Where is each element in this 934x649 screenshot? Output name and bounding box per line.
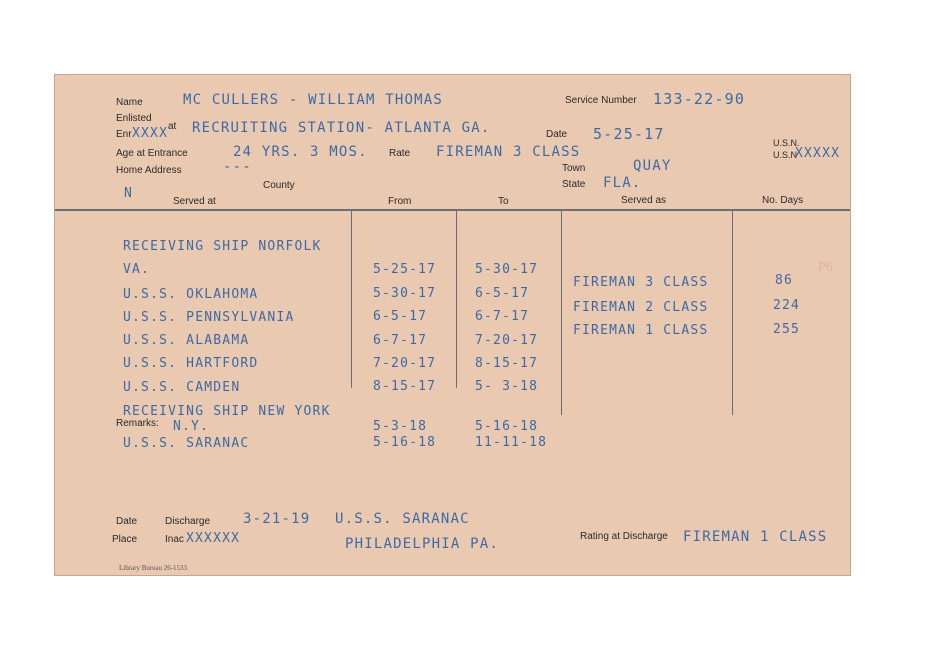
service-row-place: U.S.S. CAMDEN [123, 380, 241, 395]
served-as-days: 224 [773, 298, 801, 313]
enrolled-overstrike: XXXX [132, 126, 169, 141]
age-label: Age at Entrance [116, 148, 188, 159]
served-as-rating: FIREMAN 2 CLASS [573, 300, 709, 315]
service-row-to: 7-20-17 [475, 333, 539, 348]
state-value: FLA. [603, 175, 642, 191]
usnrf-label: U.S.N [773, 150, 798, 160]
discharge-place: PHILADELPHIA PA. [345, 536, 500, 552]
service-number-value: 133-22-90 [653, 90, 746, 108]
county-label: County [263, 180, 295, 191]
place-label: Place [112, 534, 138, 545]
service-row-from: 6-5-17 [373, 309, 428, 324]
days-column-divider [732, 210, 733, 415]
usnrf-overstrike: XXXXX [795, 146, 841, 161]
service-record-card [54, 74, 851, 576]
rate-value: FIREMAN 3 CLASS [436, 144, 581, 160]
service-number-label: Service Number [565, 95, 637, 106]
home-address-value: --- [223, 159, 252, 175]
service-row-place: U.S.S. HARTFORD [123, 356, 259, 371]
service-row-from: 5-16-18 [373, 435, 437, 450]
service-row-place: VA. [123, 262, 151, 277]
name-label: Name [116, 97, 143, 108]
served-as-column-divider [561, 210, 562, 415]
footer-date-label: Date [116, 516, 138, 527]
to-header: To [498, 196, 509, 207]
from-header: From [388, 196, 412, 207]
town-value: QUAY [633, 158, 672, 174]
service-row-to: 8-15-17 [475, 356, 539, 371]
discharge-label: Discharge [165, 516, 211, 527]
name-value: MC CULLERS - WILLIAM THOMAS [183, 92, 443, 108]
header-rule [55, 209, 850, 211]
service-row-to: 6-7-17 [475, 309, 530, 324]
form-number: Library Bureau 26-1533 [119, 564, 188, 572]
service-row-from: 8-15-17 [373, 379, 437, 394]
enlisted-date-value: 5-25-17 [593, 125, 665, 143]
home-address-label: Home Address [116, 165, 182, 176]
served-as-days: 255 [773, 322, 801, 337]
discharge-date: 3-21-19 [243, 511, 311, 527]
service-row-place: RECEIVING SHIP NEW YORK [123, 404, 331, 419]
service-row-from: 5-3-18 [373, 419, 428, 434]
rate-label: Rate [389, 148, 411, 159]
enlisted-value: RECRUITING STATION- ATLANTA GA. [192, 120, 491, 136]
town-label: Town [562, 163, 586, 174]
served-at-header: Served at [173, 196, 216, 207]
no-days-header: No. Days [762, 195, 804, 206]
service-row-to: 5-30-17 [475, 262, 539, 277]
served-as-rating: FIREMAN 1 CLASS [573, 323, 709, 338]
service-row-to: 5- 3-18 [475, 379, 539, 394]
service-row-place: U.S.S. OKLAHOMA [123, 287, 259, 302]
rating-at-discharge-label: Rating at Discharge [580, 531, 668, 542]
service-row-from: 6-7-17 [373, 333, 428, 348]
served-as-rating: FIREMAN 3 CLASS [573, 275, 709, 290]
inactive-label: Inac [165, 534, 184, 545]
enlisted-label: Enlisted [116, 113, 152, 124]
service-row-place: U.S.S. SARANAC [123, 436, 250, 451]
served-as-days: 86 [775, 273, 794, 288]
service-row-to: 5-16-18 [475, 419, 539, 434]
age-value: 24 YRS. 3 MOS. [233, 144, 368, 160]
served-as-header: Served as [621, 195, 667, 206]
service-row-place: N.Y. [173, 419, 210, 434]
to-column-divider [456, 210, 457, 388]
n-mark: N [124, 186, 134, 201]
inactive-overstrike: XXXXXX [186, 531, 241, 546]
discharge-ship: U.S.S. SARANAC [335, 511, 470, 527]
date-label: Date [546, 129, 568, 140]
service-row-from: 5-30-17 [373, 286, 437, 301]
service-row-place: U.S.S. ALABAMA [123, 333, 250, 348]
service-row-from: 5-25-17 [373, 262, 437, 277]
at-label: at [168, 121, 177, 132]
state-label: State [562, 179, 586, 190]
service-row-place: U.S.S. PENNSYLVANIA [123, 310, 295, 325]
service-row-to: 6-5-17 [475, 286, 530, 301]
service-row-to: 11-11-18 [475, 435, 548, 450]
enrolled-label: Enr [116, 129, 132, 140]
pencil-note: P6 [818, 260, 833, 275]
from-column-divider [351, 210, 352, 388]
service-row-from: 7-20-17 [373, 356, 437, 371]
service-row-place: RECEIVING SHIP NORFOLK [123, 239, 322, 254]
usn-label: U.S.N. [773, 138, 800, 148]
rating-at-discharge-value: FIREMAN 1 CLASS [683, 529, 828, 545]
remarks-label: Remarks: [116, 418, 159, 429]
